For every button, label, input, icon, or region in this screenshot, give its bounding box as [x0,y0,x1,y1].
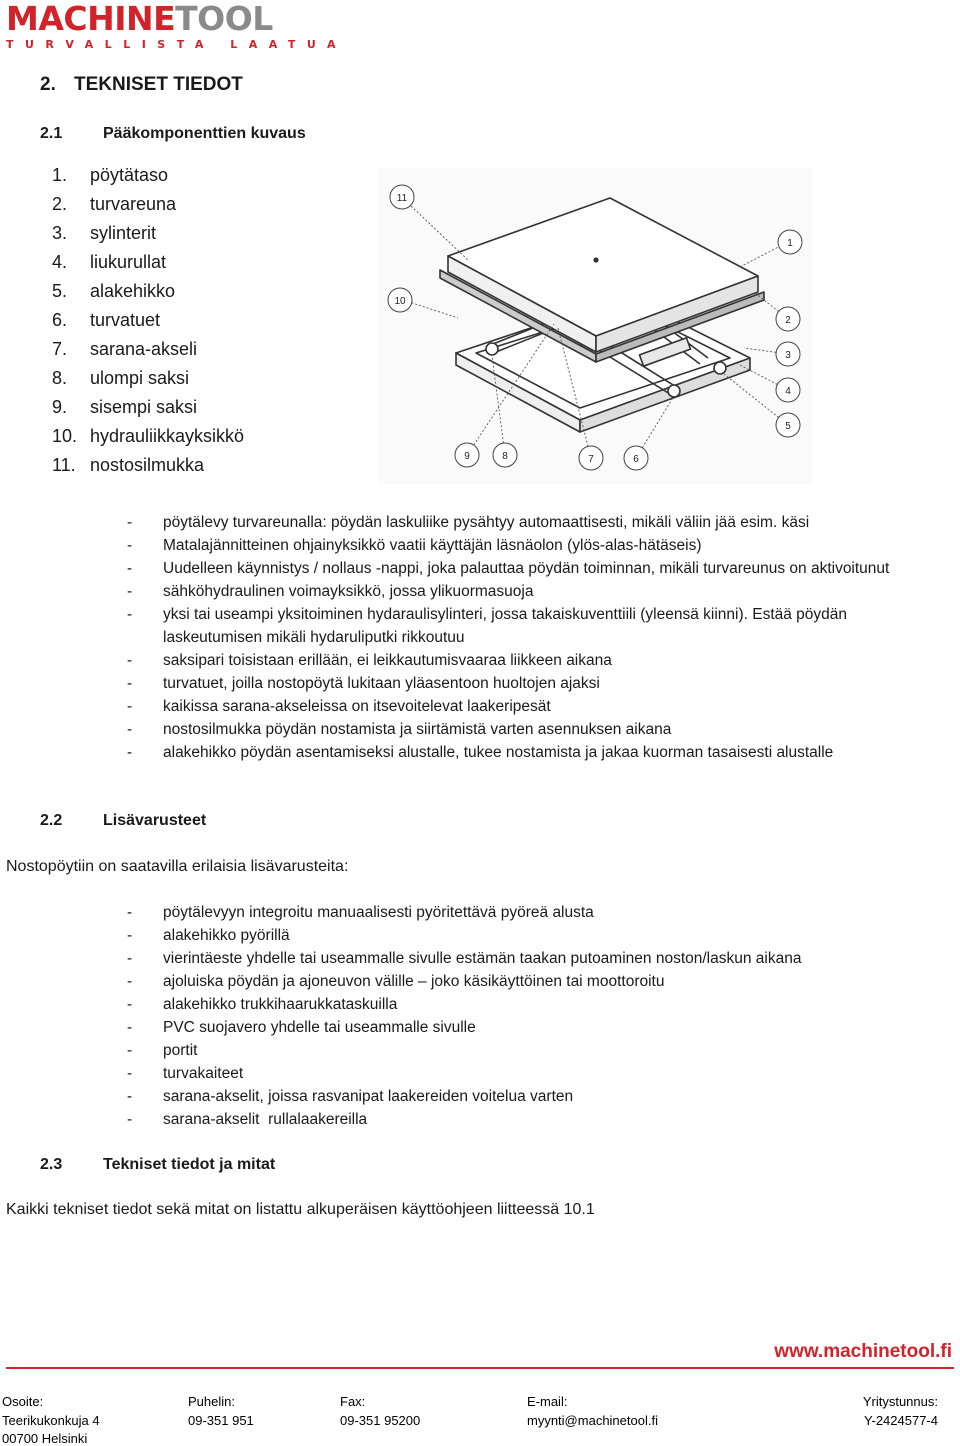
list-item: 10. hydrauliikkayksikkö [52,426,245,446]
callout-6 [624,446,648,470]
callout-3 [776,342,800,366]
section-heading-2 [40,74,243,96]
list-item: - saksipari toisistaan erillään, ei leikkautumisvaaraa liikkeen aikana [127,649,927,672]
list-item: 6. turvatuet [52,310,161,330]
callout-8 [493,443,517,467]
svg-text:4: 4 [785,386,791,397]
list-item: 5. alakehikko [52,281,176,301]
list-item: - PVC suojavero yhdelle tai useammalle sivulle [127,1016,927,1039]
section-title: Tekniset tiedot ja mitat [103,1156,276,1173]
logo-tagline: TURVALLISTA LAATUA [6,38,348,51]
section-number: 2.3 [40,1156,63,1173]
list-item: 3. sylinterit [52,223,157,243]
list-item: 1. pöytätaso [52,165,169,185]
list-item: - turvatuet, joilla nostopöytä lukitaan yläasentoon huoltojen ajaksi [127,672,927,695]
list-item: 2. turvareuna [52,194,177,214]
list-item: - sarana-akselit, joissa rasvanipat laakereiden voitelua varten [127,1085,927,1108]
list-item: - pöytälevyyn integroitu manuaalisesti pyöritettävä pyöreä alusta [127,901,927,924]
footer-fax: Fax: 09-351 95200 [340,1394,421,1428]
svg-text:7: 7 [588,454,594,465]
accessories-intro: Nostopöytiin on saatavilla erilaisia lisävarusteita: [6,858,349,875]
logo-word-tool: TOOL [175,0,273,38]
list-item: - yksi tai useampi yksitoiminen hydaraulisylinteri, jossa takaiskuventtiili (yleensä kiinni). Estää pöydän laskeutumisen mikäli hydaruliputki rikkoutuu [127,603,927,649]
list-item: - ajoluiska pöydän ja ajoneuvon välille – joko käsikäyttöinen tai moottoroitu [127,970,927,993]
callout-1 [778,230,802,254]
callout-9 [455,443,479,467]
callout-4 [776,378,800,402]
callout-11 [390,185,414,209]
logo-word-machine: MACHINE [6,0,176,38]
component-list [52,164,244,483]
feature-list [127,511,927,764]
svg-text:6: 6 [633,454,639,465]
section-title: Pääkomponenttien kuvaus [103,125,306,142]
list-item: - alakehikko pyörillä [127,924,927,947]
section-number: 2.2 [40,812,63,829]
list-item: - Uudelleen käynnistys / nollaus -nappi, joka palauttaa pöydän toiminnan, mikäli turvareunus on aktivoitunut [127,557,927,580]
svg-text:10: 10 [394,296,406,307]
svg-text:3: 3 [785,350,791,361]
list-item: - alakehikko pöydän asentamiseksi alustalle, tukee nostamista ja jakaa kuorman tasaisesti alustalle [127,741,927,764]
footer-address: Osoite: Teerikukonkuja 4 00700 Helsinki [2,1394,100,1446]
list-item: - vierintäeste yhdelle tai useammalle sivulle estämän taakan putoaminen noston/laskun aikana [127,947,927,970]
list-item: - turvakaiteet [127,1062,927,1085]
section-heading-2-2 [40,812,206,830]
section-heading-2-1 [40,125,306,143]
section-title: Lisävarusteet [103,812,207,829]
list-item: 9. sisempi saksi [52,397,198,417]
list-item: 4. liukurullat [52,252,167,272]
list-item: - sähköhydraulinen voimayksikkö, jossa ylikuormasuoja [127,580,927,603]
list-item: 8. ulompi saksi [52,368,190,388]
list-item: 7. sarana-akseli [52,339,198,359]
list-item: - alakehikko trukkihaarukkataskuilla [127,993,927,1016]
footer-divider [6,1367,954,1369]
website-link[interactable]: www.machinetool.fi [774,1341,952,1362]
section-number: 2.1 [40,125,63,142]
list-item: - portit [127,1039,927,1062]
section-number: 2. [40,74,56,95]
section-heading-2-3 [40,1156,275,1174]
svg-text:5: 5 [785,421,791,432]
company-logo [6,0,348,52]
callout-5 [776,413,800,437]
svg-text:9: 9 [464,451,470,462]
svg-text:1: 1 [787,238,793,249]
callout-7 [579,446,603,470]
accessory-list [127,901,927,1131]
section-title: TEKNISET TIEDOT [74,74,243,95]
list-item: - pöytälevy turvareunalla: pöydän laskuliike pysähtyy automaattisesti, mikäli väliin jää esim. käsi [127,511,927,534]
list-item: 11. nostosilmukka [52,455,205,475]
callout-2 [776,307,800,331]
logo-wordmark [6,2,296,36]
email-link[interactable]: myynti@machinetool.fi [527,1412,658,1428]
list-item: - nostosilmukka pöydän nostamista ja siirtämistä varten asennuksen aikana [127,718,927,741]
footer-email: E-mail: myynti@machinetool.fi [527,1393,658,1430]
footer-phone: Puhelin: 09-351 951 [188,1394,254,1428]
list-item: - Matalajännitteinen ohjainyksikkö vaatii käyttäjän läsnäolon (ylös-alas-hätäseis) [127,534,927,557]
svg-text:11: 11 [396,193,408,204]
specs-note: Kaikki tekniset tiedot sekä mitat on listattu alkuperäisen käyttöohjeen liitteessä 10.1 [6,1201,595,1218]
list-item: - kaikissa sarana-akseleissa on itsevoitelevat laakeripesät [127,695,927,718]
svg-text:2: 2 [785,315,791,326]
list-item: - sarana-akselit rullalaakereilla [127,1108,927,1131]
svg-text:8: 8 [502,451,508,462]
footer-company-id: Yritystunnus: Y-2424577-4 [862,1394,938,1428]
callout-10 [388,288,412,312]
lift-table-drawing [378,168,812,484]
